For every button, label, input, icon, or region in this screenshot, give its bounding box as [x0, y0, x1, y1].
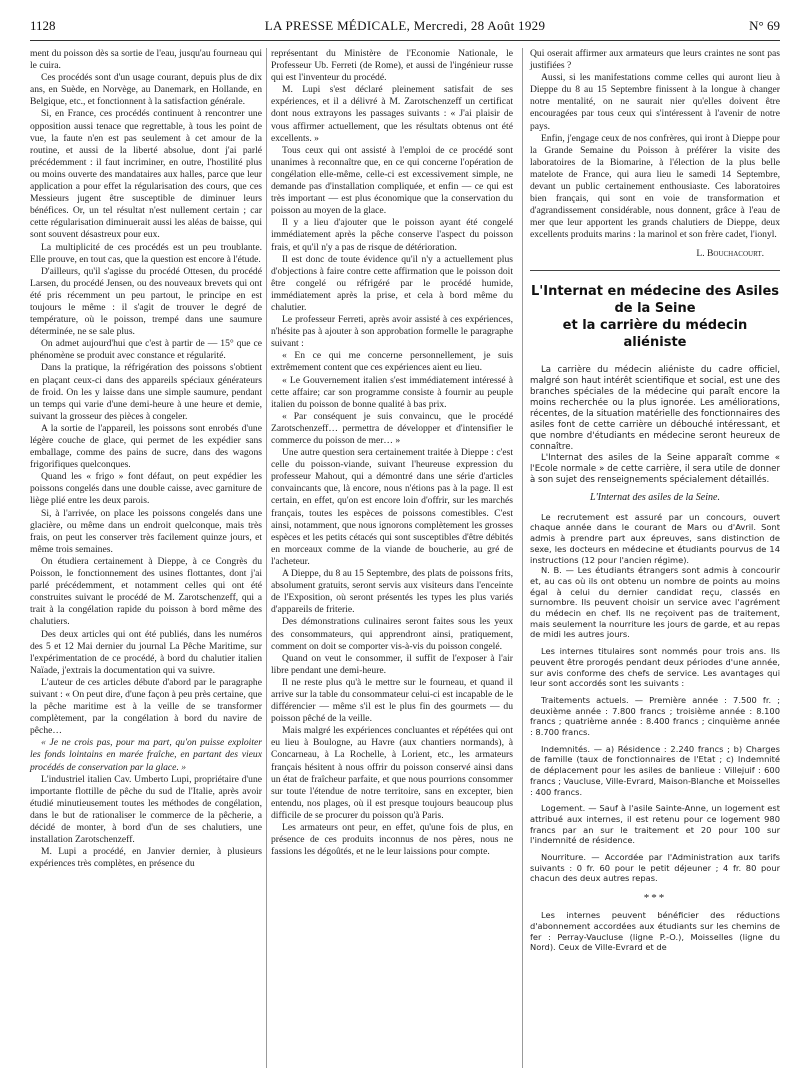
paragraph: Si, en France, ces procédés continuent à rencontrer une opposition aussi tenace que regrettable, à tous les point de vue, la faute n'en est pas seulement à cet amour de la routine, et aussi de la liberté absolue, dont j'ai parlé précédemment : il faut incriminer, en outre, l'hostilité plus ou moins ouverte des mandataires aux halles, parce que leur application a pour effet la régularisation des cours, que ces Messieurs jugent être susceptible de diminuer leurs bénéfices. Or, un tel résultat n'est nullement certain ; car cette régularisation diminuerait aussi les aléas de baisse, qui sont souvent désastreux pour eux. [30, 108, 262, 241]
paragraph: Indemnités. — a) Résidence : 2.240 francs ; b) Charges de famille (taux de fonctionnaires de l'Etat ; c) Indemnité de déplacement pour les asiles de banlieue : Villejuif : 600 francs ; Vaucluse, Ville-Evrard, Maison-Blanche et Moisselles : 400 francs. [530, 743, 780, 797]
paragraph: La carrière du médecin aliéniste du cadre officiel, malgré son haut intérêt scientifique et social, est une des branches spéciales de la médecine qui paraît encore la moins recherchée ou la plus ignorée. Les améliorations, récentes, de la situation matérielle des fonctionnaires des asiles font de cette carrière un débouché intéressant, et que nombre d'étudiants en médecine seront heureux de connaître. [530, 364, 781, 452]
paragraph: Il y a lieu d'ajouter que le poisson ayant été congelé immédiatement après la pêche conserve l'aspect du poisson frais, et qu'il n'y a pas de risque de détérioration. [271, 217, 513, 253]
paragraph: représentant du Ministère de l'Economie Nationale, le Professeur Ub. Ferreti (de Rome), et aussi de l'ingénieur russe qui est l'inventeur du procédé. [271, 48, 513, 84]
paragraph: Mais malgré les expériences concluantes et répétées qui ont eu lieu à Boulogne, au Havre (aux chantiers normands), à Concarneau, à La Rochelle, à Lorient, etc., les armateurs français hésitent à nous offrir du poisson conservé ainsi dans un état de fraîcheur parfaite, et que nous pourrions consommer sur toute l'étendue de notre territoire, sans en excepter, bien entendu, nos plages, où il est presque toujours beaucoup plus difficile de se procurer du poisson qu'à Paris. [271, 725, 513, 821]
header-rule [30, 40, 780, 41]
paragraph: Traitements actuels. — Première année : 7.500 fr. ; deuxième année : 7.800 francs ; troisième année : 8.100 francs ; quatrième année : 8.400 francs ; cinquième année : 8.700 francs. [530, 694, 780, 738]
page-header [30, 18, 780, 38]
paragraph: L'Internat des asiles de la Seine apparaît comme « l'Ecole normale » de cette carrière, il sera utile de donner à son sujet des renseignements spécialement détaillés. [530, 452, 780, 485]
paragraph: Enfin, j'engage ceux de nos confrères, qui iront à Dieppe pour la Grande Semaine du Poisson à préférer la visite des laboratoires de la Biomarine, à l'élection de la plus belle matelote de France, qui aura lieu le samedi 14 Septembre, devant un public certainement enthousiaste. Ces laboratoires bien français, qui sont en voie de transformation et d'agrandissement considérable, nous donnent, grâce à l'eau de mer que leur apportent les grands chalutiers de Dieppe, deux excellents produits marins : la marinol et son frère cadet, l'ionyl. [530, 132, 780, 241]
paragraph: Aussi, si les manifestations comme celles qui auront lieu à Dieppe du 8 au 15 Septembre finissent à la longue à changer notre mentalité, on ne saurait nier qu'elles doivent être encouragées par tous ceux qui s'intéressent à l'avenir de notre pays. [530, 72, 780, 132]
paragraph: Dans la pratique, la réfrigération des poissons s'obtient en plaçant ceux-ci dans des appareils spéciaux générateurs de froid. On les y laisse dans une simple saumure, pendant un temps qui varie d'une demi-heure à une heure et demie, suivant la grosseur des pièces à congeler. [30, 362, 262, 422]
section-stars: *** [643, 892, 667, 905]
article-body [530, 512, 780, 953]
paragraph: A la sortie de l'appareil, les poissons sont enrobés d'une légère couche de glace, qui permet de les expédier sans emballage, comme des pains de sucre, dans des wagons frigorifiques quelconques. [30, 422, 262, 471]
paragraph: Si, à l'arrivée, on place les poissons congelés dans une glacière, ou même dans un endroit quelconque, mais très frais, on peut les conserver très facilement quinze jours, et même trois semaines. [30, 507, 262, 555]
issue-number: N° 69 [749, 18, 780, 33]
article-separator [530, 270, 780, 271]
article-title: L'Internat en médecine des Asiles de la Seine et la carrière du médecin aliéniste [530, 283, 780, 350]
author-signature: L. Bouchacourt. [696, 247, 764, 259]
paragraph: M. Lupi s'est déclaré pleinement satisfait de ses expériences, et il a délivré à M. Zarotschenzeff un certificat dont nous extrayons les passages suivants : « J'ai plaisir de vous affirmer actuellement, que les résultats obtenus ont été excellents. » [271, 84, 513, 144]
paragraph: L'industriel italien Cav. Umberto Lupi, propriétaire d'une importante flottille de pêche du sud de l'Italie, après avoir étudié minutieusement toutes les méthodes de congélation, dans le but de rationaliser le commerce de la pêcherie, a décidé de monter, à bord d'un de ses chalutiers, une installation Zarotschenzeff. [30, 773, 262, 846]
paragraph: Quand on veut le consommer, il suffit de l'exposer à l'air libre pendant une demi-heure. [271, 652, 513, 676]
quote: « En ce qui me concerne personnellement, je suis extrêmement content que ces expériences aient eu lieu. [271, 350, 513, 374]
paragraph: Des deux articles qui ont été publiés, dans les numéros des 5 et 12 Mai dernier du journal La Pêche Maritime, sur l'expérimentation de ce procédé, à bord du chalutier italien Naïade, j'extrais la documentation qui va suivre. [30, 628, 262, 676]
article-intro [530, 365, 780, 486]
paragraph: Les armateurs ont peur, en effet, qu'une fois de plus, en présence de ces produits inconnus de nos pères, nous ne fassions les dégoûtés, et ne le leur laissions pour compte. [271, 822, 513, 858]
paragraph: L'auteur de ces articles débute d'abord par le paragraphe suivant : « On peut dire, d'une façon à peu près certaine, que la pêche maritime est à la veille de se transformer complètement, par la congélation à bord du navire de pêche… [30, 676, 262, 737]
paragraph: Quand les « frigo » font défaut, on peut expédier les poissons congelés dans une double caisse, avec garniture de liège plié entre les deux parois. [30, 471, 262, 507]
paragraph: Il ne reste plus qu'à le mettre sur le fourneau, et quand il arrive sur la table du consommateur celui-ci est incapable de le différencier — même s'il est le plus fin des gourmets — du poisson pêché de la veille. [271, 676, 513, 725]
column-divider [522, 48, 523, 1068]
paragraph: D'ailleurs, qu'il s'agisse du procédé Ottesen, du procédé Larsen, du procédé Jensen, ou des nouveaux brevets qui ont été pris récemment un peu partout, le principe en est toujours le même : il s'agit de trouver le degré de température, où le poisson, trempé dans une saumure déterminée, ne se sale plus. [30, 265, 262, 338]
paragraph: Les internes titulaires sont nommés pour trois ans. Ils peuvent être prorogés pendant deux périodes d'une année, sur avis conforme des chefs de service. Les avantages qui leur sont accordés sont les suivants : [530, 646, 780, 689]
quote: « Le Gouvernement italien s'est immédiatement intéressé à cette affaire; car son programme consiste à fournir au peuple italien du poisson de bonne qualité à bas prix. [271, 374, 513, 410]
paragraph: La multiplicité de ces procédés est un peu troublante. Elle prouve, en tout cas, que la question est encore à l'étude. [30, 241, 262, 265]
paragraph: ment du poisson dès sa sortie de l'eau, jusqu'au fourneau qui le cuira. [30, 48, 262, 72]
paragraph: Qui oserait affirmer aux armateurs que leurs craintes ne sont pas justifiées ? [530, 48, 780, 72]
paragraph: Ces procédés sont d'un usage courant, depuis plus de dix ans, en Suède, en Norvège, au Danemark, en Hollande, en Belgique, etc., et fonctionnent à la satisfaction générale. [30, 72, 262, 108]
paragraph: Tous ceux qui ont assisté à l'emploi de ce procédé sont unanimes à reconnaître que, en ce qui concerne l'opération de congélation elle-même, celle-ci est excessivement simple, ne demande pas d'installation compliquée, et enfin — ce qui est très important — est plus économique que la conservation du poisson au moyen de la glace. [271, 144, 513, 217]
column-divider [266, 48, 267, 1068]
journal-title: LA PRESSE MÉDICALE, Mercredi, 28 Août 1929 [264, 18, 546, 33]
paragraph: A Dieppe, du 8 au 15 Septembre, des plats de poissons frits, absolument gratuits, seront servis aux visiteurs dans l'enceinte de l'Exposition, où seront présentés les types les plus variés d'appareils de friterie. [271, 568, 513, 616]
page-number: 1128 [30, 18, 56, 33]
paragraph: On étudiera certainement à Dieppe, à ce Congrès du Poisson, le fonctionnement des usines flottantes, dont j'ai parlé précédemment, et notamment celles qui ont été construites suivant le procédé de M. Zarotschenzeff, qui a trait à la congélation rapide du poisson à bord même des chalutiers. [30, 555, 262, 628]
quote: « Je ne crois pas, pour ma part, qu'on puisse exploiter les fonds lointains en marée fraîche, en partant des vieux procédés de conservation par la glace. » [30, 737, 262, 773]
section-subheading: L'Internat des asiles de la Seine. [590, 491, 720, 503]
quote: « Par conséquent je suis convaincu, que le procédé Zarotschenzeff… permettra de développer et d'intensifier le commerce du poisson de mer… » [271, 410, 513, 446]
paragraph: Des démonstrations culinaires seront faites sous les yeux des consommateurs, qui apprendront ainsi, pratiquement, comment on doit se comporter vis-à-vis du poisson congelé. [271, 616, 513, 652]
column-2 [271, 48, 513, 858]
column-1 [30, 48, 262, 870]
paragraph: N. B. — Les étudiants étrangers sont admis à concourir et, au cas où ils ont obtenu un nombre de points au moins égal à celui du dernier candidat reçu, classés en surnombre. Ils peuvent choisir un service avec l'agrément du médecin en chef. Ils ne reçoivent pas de traitement, mais seulement la nourriture les jours de garde, et au repas de midi les autres jours. [530, 565, 780, 640]
paragraph: Logement. — Sauf à l'asile Sainte-Anne, un logement est attribué aux internes, il est retenu pour ce logement 980 francs par an sur le traitement et 20 pour 100 sur l'indemnité de résidence. [530, 803, 780, 846]
paragraph: Le professeur Ferreti, après avoir assisté à ces expériences, n'hésite pas à ajouter à son approbation formelle le paragraphe suivant : [271, 314, 513, 350]
paragraph: On admet aujourd'hui que c'est à partir de — 15° que ce phénomène se produit avec constance et régularité. [30, 338, 262, 362]
paragraph: Il est donc de toute évidence qu'il n'y a actuellement plus d'objections à faire contre cette affirmation que le poisson doit être congelé ou réfrigéré par le procédé humide, immédiatement après la prise, et cela à bord même du chalutier. [271, 253, 513, 313]
paragraph: Nourriture. — Accordée par l'Administration aux tarifs suivants : 0 fr. 60 pour le petit déjeuner ; 4 fr. 80 pour chacun des deux autres repas. [530, 852, 780, 884]
paragraph: Le recrutement est assuré par un concours, ouvert chaque année dans le courant de Mars ou d'Avril. Sont admis à prendre part aux épreuves, sans distinction de sexe, les docteurs en médecine et étudiants pourvus de 14 instructions (12 pour l'ancien régime). [530, 511, 780, 565]
column-3 [530, 48, 780, 953]
paragraph: M. Lupi a procédé, en Janvier dernier, à plusieurs expériences très complètes, en présence du [30, 846, 262, 870]
paragraph: Une autre question sera certainement traitée à Dieppe : c'est celle du poisson-viande, suivant l'heureuse expression du professeur Mahout, qui a démontré dans une série d'articles convaincants que, là encore, nous n'étions pas à la page. Il est certain, en effet, qu'on est encore loin d'offrir, sur les marchés français, toutes les espèces de poissons comestibles. C'est ainsi, notamment, que nous ignorons complètement les grosses espèces et les petits cétacés qui sont susceptibles d'être débités en morceaux comme de la viande de boucherie, au gré de l'acheteur. [271, 447, 513, 567]
paragraph: Les internes peuvent bénéficier des réductions d'abonnement accordées aux étudiants sur les chemins de fer : Perray-Vaucluse (ligne P.-O.), Moisselles (ligne du Nord). Ceux de Ville-Evrard et de [530, 910, 780, 953]
